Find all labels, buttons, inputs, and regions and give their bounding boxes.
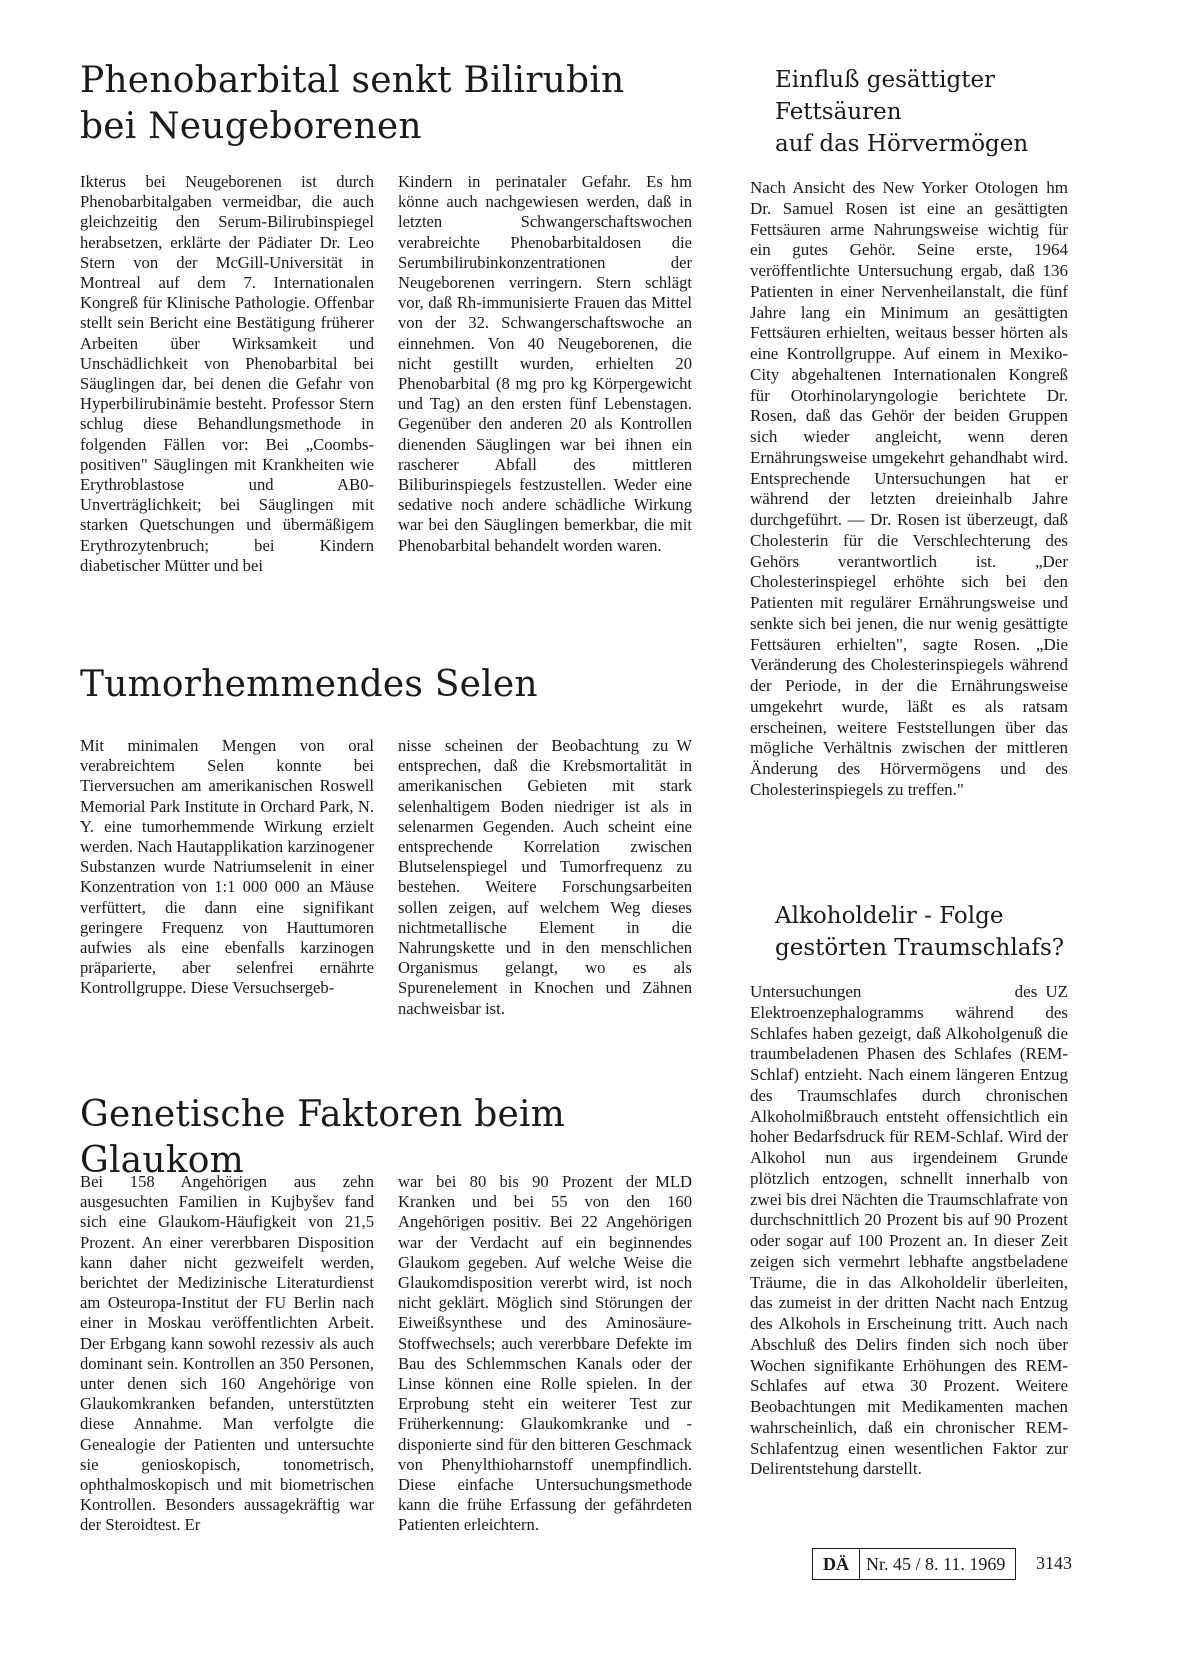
article-hoervermoegen [775, 64, 1075, 160]
article-title: Genetische Faktoren beim Glaukom [80, 1094, 565, 1181]
article-selen-column-2 [398, 736, 692, 1019]
author-signature: W [676, 736, 692, 755]
journal-logo: DÄ [813, 1549, 860, 1579]
page-number: 3143 [1036, 1553, 1072, 1573]
title-line: auf das Hörvermögen [775, 131, 1029, 157]
article-glaukom [80, 1092, 720, 1184]
body-text-content: Kindern in perinataler Gefahr. Es könne auch nachgewiesen werden, daß in letzten Schwangerschaftswochen verabreichte Phenobarbitaldosen die Serumbilirubinkonzentrationen der Neugeborenen verringern. Stern schlägt vor, daß Rh-immunisierte Frauen das Mittel von der 32. Schwangerschaftswoche an einnehmen. Von 40 Neugeborenen, die nicht gestillt wurden, erhielten 20 Phenobarbital (8 mg pro kg Körpergewicht und Tag) an den ersten fünf Lebenstagen. Gegenüber den anderen 20 als Kontrollen dienenden Säuglingen war bei ihnen ein rascherer Abfall des mittleren Biliburinspiegels festzustellen. Weder eine sedative noch andere schädliche Wirkung war bei den Säuglingen bemerkbar, die mit Phenobarbital behandelt worden waren. [398, 172, 692, 555]
body-text-content: Nach Ansicht des New Yorker Otologen Dr. Samuel Rosen ist eine an gesättigten Fettsäuren arme Nahrungsweise wichtig für ein gutes Gehör. Seine erste, 1964 veröffentlichte Untersuchung ergab, daß 136 Patienten in einer Nervenheilanstalt, die fünf Jahre lang ein Minimum an gesättigten Fettsäuren erhielten, weitaus besser hörten als eine Kontrollgruppe. Auf einem in Mexiko-City abgehaltenen Internationalen Kongreß für Otorhinolaryngologie berichtete Dr. Rosen, daß das Gehör der beiden Gruppen sich wieder angleicht, wenn deren Ernährungsweise umgekehrt gehandhabt wird. Entsprechende Untersuchungen hat er während der letzten dreieinhalb Jahre durchgeführt. — Dr. Rosen ist überzeugt, daß Cholesterin für die Verschlechterung des Gehörs verantwortlich ist. „Der Cholesterinspiegel erhöhte sich bei den Patienten mit regulärer Ernährungsweise und senkte sich bei jenen, die nur wenig gesättigte Fettsäuren erhielten", sagte Rosen. „Die Veränderung des Cholesterinspiegels während der Periode, in der die Ernährungsweise umgekehrt wurde, läßt es als ratsam erscheinen, weitere Feststellungen über das mögliche Verhältnis zwischen der mittleren Änderung des Hörvermögens und des Cholesterinspiegels zu treffen." [750, 178, 1068, 799]
issue-info: Nr. 45 / 8. 11. 1969 [866, 1553, 1006, 1574]
article-bilirubin [80, 58, 720, 150]
body-text-content: Untersuchungen des Elektroenzephalogramms während des Schlafes haben gezeigt, daß Alkoholgenuß die traumbeladenen Phasen des Schlafes (REM-Schlaf) entzieht. Nach einem längeren Entzug des Traumschlafes durch chronischen Alkoholmißbrauch entsteht offensichtlich ein hoher Bedarfsdruck für REM-Schlaf. Wird der Alkohol nun aus irgendeinem Grunde plötzlich entzogen, schnellt innerhalb von zwei bis drei Nächten die Traumschlafrate von durchschnittlich 20 Prozent bis auf 90 Prozent oder sogar auf 100 Prozent an. In dieser Zeit zeigen sich vermehrt lebhafte angstbeladene Träume, die in das Alkoholdelir überleiten, das zumeist in der dritten Nacht nach Entzug des Alkohols in Erscheinung tritt. Auch nach Abschluß des Delirs finden sich noch über Wochen signifikante Erhöhungen des REM-Schlafes auf etwa 30 Prozent. Weitere Beobachtungen mit Medikamenten machen wahrscheinlich, daß ein chronischer REM-Schlafentzug einen wesentlichen Faktor zur Delirentstehung darstellt. [750, 982, 1068, 1479]
title-line: Fettsäuren [775, 99, 902, 125]
body-text: Bei 158 Angehörigen aus zehn ausgesuchten Familien in Kujbyšev fand sich eine Glaukom-Häufigkeit von 21,5 Prozent. An einer vererbbaren Disposition kann daher nicht gezweifelt werden, berichtet der Medizinische Literaturdienst am Osteuropa-Institut der FU Berlin nach einer in Moskau veröffentlichten Arbeit. Der Erbgang kann sowohl rezessiv als auch dominant sein. Kontrollen an 350 Personen, unter denen sich 160 Angehörige von Glaukomkranken befanden, unterstützten diese Annahme. Man verfolgte die Genealogie der Patienten und untersuchte sie genioskopisch, tonometrisch, ophthalmoskopisch und mit biometrischen Kontrollen. Besonders aussagekräftig war der Steroidtest. Er [80, 1172, 374, 1535]
article-hoervermoegen-body [750, 178, 1068, 801]
article-selen-column-1 [80, 736, 374, 999]
article-selen [80, 662, 720, 708]
title-line: bei Neugeborenen [80, 106, 422, 147]
body-text [398, 736, 692, 1019]
title-line: Alkoholdelir - Folge [775, 903, 1004, 929]
body-text [750, 178, 1068, 801]
issue-box [812, 1548, 1016, 1580]
body-text: Mit minimalen Mengen von oral verabreichtem Selen konnte bei Tierversuchen am amerikanischen Roswell Memorial Park Institute in Orchard Park, N. Y. eine tumorhemmende Wirkung erzielt werden. Nach Hautapplikation karzinogener Substanzen wurde Natriumselenit in einer Konzentration von 1:1 000 000 an Mäuse verfüttert, die dann eine signifikant geringere Frequenz von Hauttumoren aufwies als eine ebenfalls karzinogen präparierte, aber selenfrei ernährte Kontrollgruppe. Diese Versuchsergeb- [80, 736, 374, 998]
author-signature: UZ [1045, 982, 1068, 1001]
title-line: Einfluß gesättigter [775, 67, 996, 93]
article-bilirubin-column-1 [80, 172, 374, 576]
article-title: Tumorhemmendes Selen [80, 664, 538, 705]
article-bilirubin-column-2 [398, 172, 692, 556]
title-line: Phenobarbital senkt Bilirubin [80, 60, 625, 101]
article-title [775, 64, 1075, 160]
article-alkoholdelir-body [750, 982, 1068, 1480]
body-text-content: war bei 80 bis 90 Prozent der Kranken und bei 55 von den 160 Angehörigen positiv. Bei 22 Angehörigen war der Verdacht auf ein beginnendes Glaukom gegeben. Auf welche Weise die Glaukomdisposition vererbt wird, ist noch nicht geklärt. Möglich sind Störungen der Eiweißsynthese und des Aminosäure-Stoffwechsels; auch vererbbare Defekte im Bau des Schlemmschen Kanals oder der Linse können eine Rolle spielen. In der Erprobung steht ein weiterer Test zur Früherkennung: Glaukomkranke und -disponierte sind für den bitteren Geschmack von Phenylthioharnstoff unempfindlich. Diese einfache Untersuchungsmethode kann die frühe Erfassung der gefährdeten Patienten erleichtern. [398, 1172, 692, 1535]
body-text [398, 172, 692, 556]
body-text-content: nisse scheinen der Beobachtung zu entsprechen, daß die Krebsmortalität in amerikanischen Gebieten mit stark selenhaltigem Boden niedriger ist als in selenarmen Gegenden. Auch scheint eine entsprechende Korrelation zwischen Blutselenspiegel und Tumorfrequenz zu bestehen. Weitere Forschungsarbeiten sollen zeigen, auf welchem Weg dieses nichtmetallische Element in die Nahrungskette und in den menschlichen Organismus gelangt, wo es als Spurenelement in Knochen und Zähnen nachweisbar ist. [398, 736, 692, 1018]
article-alkoholdelir [775, 900, 1075, 964]
article-glaukom-column-1 [80, 1172, 374, 1536]
title-line: gestörten Traumschlafs? [775, 935, 1065, 961]
author-signature: hm [670, 172, 692, 191]
author-signature: MLD [655, 1172, 692, 1191]
article-glaukom-column-2 [398, 1172, 692, 1536]
article-title [775, 900, 1075, 964]
author-signature: hm [1046, 178, 1068, 197]
body-text [398, 1172, 692, 1536]
body-text [750, 982, 1068, 1480]
article-title [80, 58, 720, 150]
body-text: Ikterus bei Neugeborenen ist durch Phenobarbitalgaben vermeidbar, die auch gleichzeitig den Serum-Bilirubinspiegel herabsetzen, erklärte der Pädiater Dr. Leo Stern von der McGill-Universität in Montreal auf dem 7. Internationalen Kongreß für Klinische Pathologie. Offenbar stellt sein Bericht eine Bestätigung früherer Arbeiten über Wirksamkeit und Unschädlichkeit von Phenobarbital bei Säuglingen dar, bei denen die Gefahr von Hyperbilirubinämie besteht. Professor Stern schlug diese Behandlungsmethode in folgenden Fällen vor: Bei „Coombs-positiven" Säuglingen mit Krankheiten wie Erythroblastose und AB0-Unverträglichkeit; bei Säuglingen mit starken Quetschungen und übermäßigem Erythrozytenbruch; bei Kindern diabetischer Mütter und bei [80, 172, 374, 575]
